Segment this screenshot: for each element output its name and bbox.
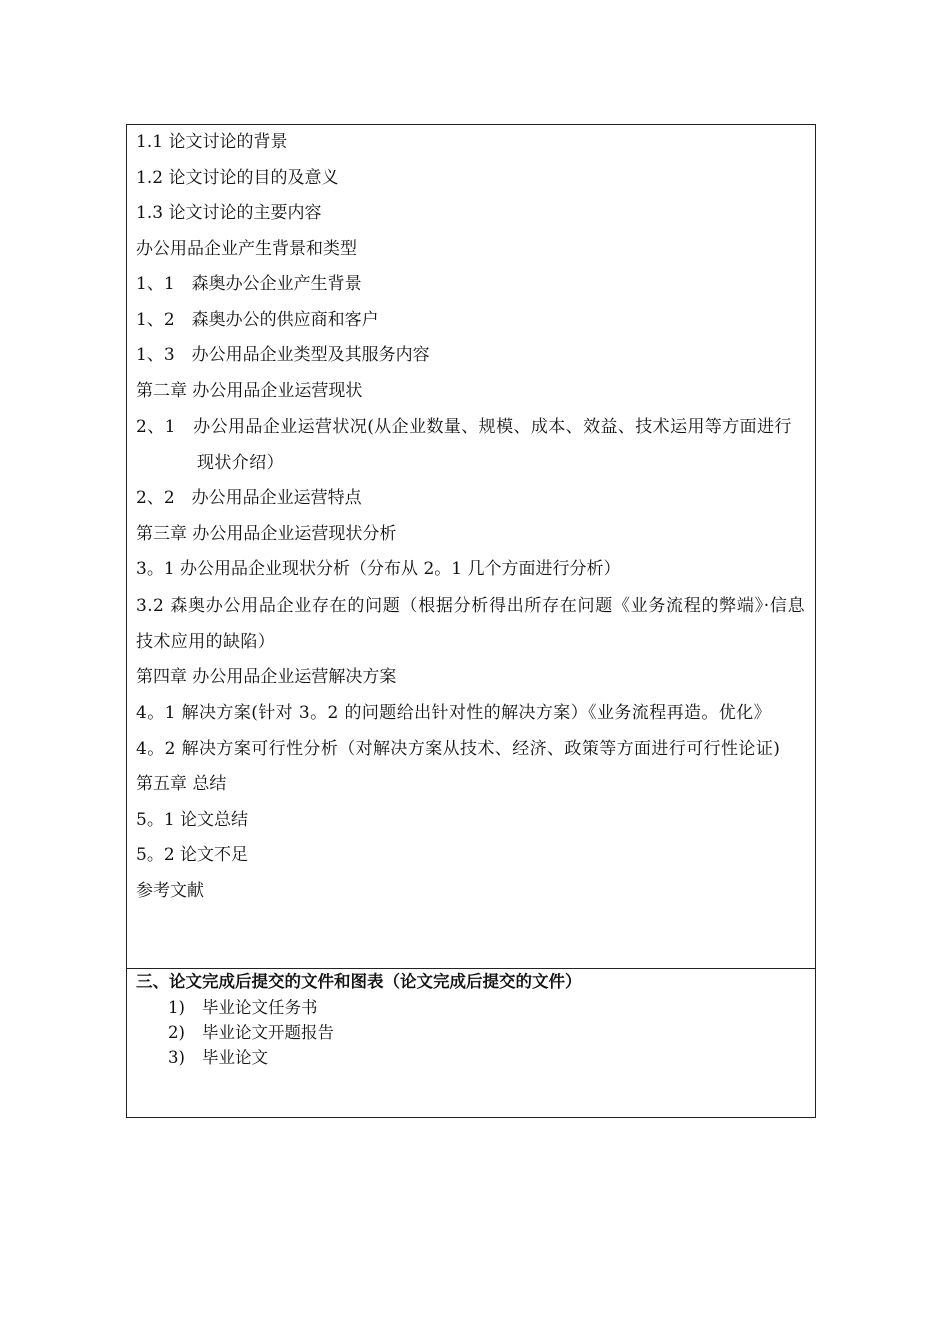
outline-section-2-1: 2、1 办公用品企业运营状况(从企业数量、规模、成本、效益、技术运用等方面进行现状介绍）: [136, 417, 792, 473]
outline-section-4-1: 4。1 解决方案(针对 3。2 的问题给出针对性的解决方案）《业务流程再造。优化》: [136, 703, 772, 723]
file-item-label: 毕业论文任务书: [202, 998, 318, 1017]
outline-chapter-3: 第三章 办公用品企业运营现状分析: [136, 523, 397, 544]
outline-cell: [127, 125, 815, 969]
outline-section-1-1: 1、1 森奥办公企业产生背景: [136, 274, 362, 294]
outline-section-3-1: 3。1 办公用品企业现状分析（分布从 2。1 几个方面进行分析）: [136, 559, 621, 579]
file-item-proposal: [136, 1020, 805, 1045]
outline-section-3-2: 3.2 森奥办公用品企业存在的问题（根据分析得出所存在问题《业务流程的弊端》·信息技术应用的缺陷）: [136, 595, 805, 652]
outline-chapter-2: 第二章 办公用品企业运营现状: [136, 380, 363, 401]
file-item-number: 3): [168, 1048, 185, 1067]
outline-item-1-1: 1.1 论文讨论的背景: [136, 132, 288, 152]
file-item-label: 毕业论文: [202, 1048, 268, 1067]
file-item-label: 毕业论文开题报告: [202, 1023, 334, 1042]
outline-chapter-5: 第五章 总结: [136, 774, 227, 794]
outline-references: 参考文献: [136, 880, 204, 901]
outline-chapter-1: 办公用品企业产生背景和类型: [136, 238, 357, 259]
files-heading: 三、论文完成后提交的文件和图表（论文完成后提交的文件）: [136, 972, 582, 991]
outline-section-4-2: 4。2 解决方案可行性分析（对解决方案从技术、经济、政策等方面进行可行性论证): [136, 739, 781, 759]
file-item-number: 1): [168, 998, 185, 1017]
file-item-task-book: [136, 995, 805, 1020]
outline-item-1-2: 1.2 论文讨论的目的及意义: [136, 167, 339, 188]
outline-section-1-3: 1、3 办公用品企业类型及其服务内容: [136, 345, 430, 365]
files-cell: [127, 969, 815, 1117]
outline-section-5-1: 5。1 论文总结: [136, 809, 249, 830]
outline-section-5-2: 5。2 论文不足: [136, 845, 249, 865]
outline-section-1-2: 1、2 森奥办公的供应商和客户: [136, 309, 379, 330]
outline-item-1-3: 1.3 论文讨论的主要内容: [136, 203, 322, 223]
outline-section-2-2: 2、2 办公用品企业运营特点: [136, 488, 362, 508]
file-item-thesis: [136, 1045, 805, 1070]
document-table: [126, 124, 816, 1118]
outline-chapter-4: 第四章 办公用品企业运营解决方案: [136, 666, 397, 687]
file-item-number: 2): [168, 1023, 185, 1042]
